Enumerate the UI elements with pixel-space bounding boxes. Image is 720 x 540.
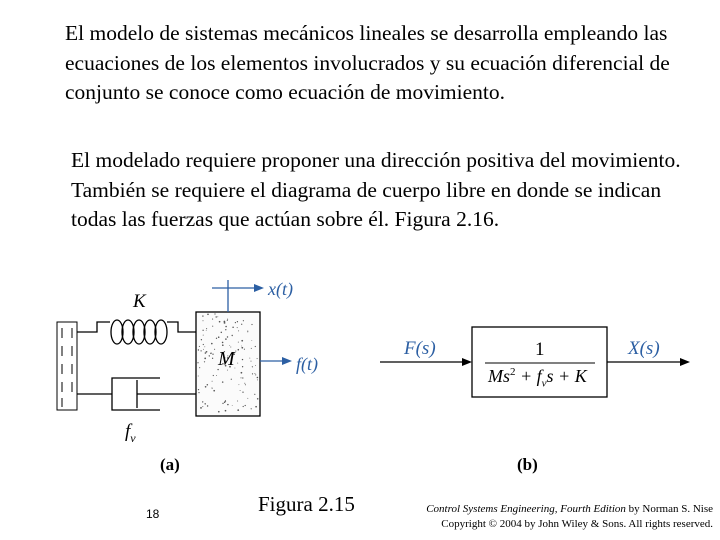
book-author: by Norman S. Nise <box>625 503 713 515</box>
mass-label: M <box>218 348 235 370</box>
force-arrow <box>260 357 292 365</box>
figure-b-label: (b) <box>517 455 538 474</box>
output-signal-label: X(s) <box>628 338 660 359</box>
spring-constant-label: K <box>133 291 146 312</box>
displacement-label: x(t) <box>268 279 293 299</box>
damper-label <box>125 421 136 446</box>
denominator-exponent: 2 <box>510 366 516 378</box>
source-credit <box>395 502 713 532</box>
input-signal-label: F(s) <box>404 338 436 359</box>
damper-subscript: v <box>130 430 136 445</box>
figure-a-label: (a) <box>160 455 180 474</box>
damper-symbol: f <box>125 421 131 442</box>
wall <box>57 322 77 410</box>
denominator-fv-subscript: v <box>541 377 547 390</box>
transfer-denominator <box>488 366 587 390</box>
spring <box>77 320 196 344</box>
intro-paragraph: El modelo de sistemas mecánicos lineales se desarrolla empleando las ecuaciones de los elementos involucrados y su ecuación diferencial de conjunto se conoce como ecuación de movimiento. <box>65 21 670 104</box>
denominator-ms: Ms <box>488 366 510 386</box>
modeling-paragraph: El modelado requiere proponer una dirección positiva del movimiento. También se requiere el diagrama de cuerpo libre en donde se indican todas las fuerzas que actúan sobre él. Figura 2.16. <box>71 148 681 231</box>
transfer-numerator: 1 <box>535 339 545 360</box>
denominator-fv: + f <box>520 366 542 386</box>
force-label: f(t) <box>296 354 318 374</box>
damper <box>77 378 196 410</box>
credit-line-1 <box>395 502 713 517</box>
credit-line-2: Copyright © 2004 by John Wiley & Sons. All rights reserved. <box>441 518 713 530</box>
page-number: 18 <box>146 507 160 521</box>
denominator-rest: s + K <box>546 366 587 386</box>
displacement-arrow <box>212 280 264 312</box>
book-title: Control Systems Engineering, Fourth Edition <box>426 503 626 515</box>
figure-caption: Figura 2.15 <box>258 492 355 516</box>
